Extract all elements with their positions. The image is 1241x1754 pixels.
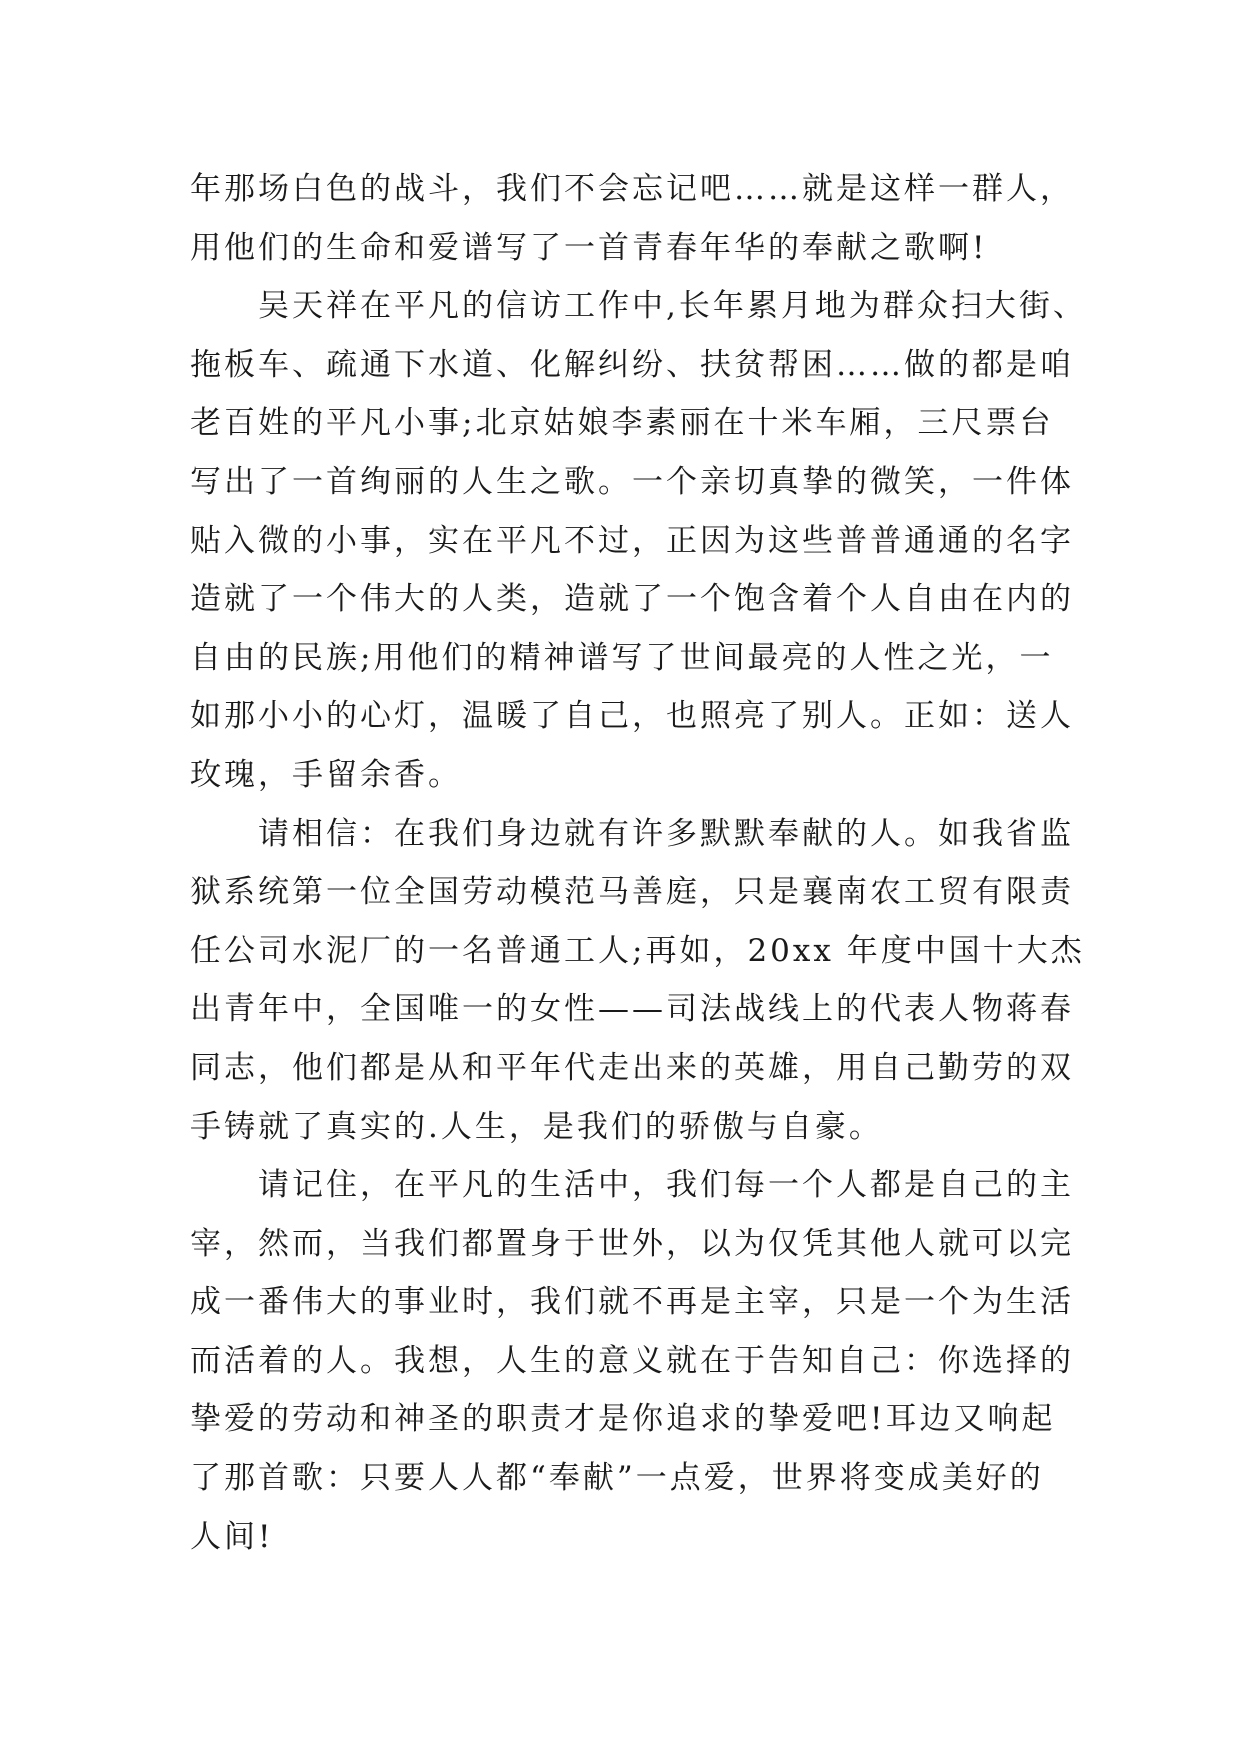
text-line: 请记住，在平凡的生活中，我们每一个人都是自己的主	[190, 1167, 1074, 1204]
text-line: 造就了一个伟大的人类，造就了一个饱含着个人自由在内的	[190, 581, 1074, 618]
text-line: 了那首歌：只要人人都“奉献”一点爱，世界将变成美好的	[190, 1460, 1044, 1497]
text-line: 而活着的人。我想，人生的意义就在于告知自己：你选择的	[190, 1342, 1074, 1379]
text-line: 手铸就了真实的.人生，是我们的骄傲与自豪。	[190, 1108, 883, 1145]
text-line: 人间!	[190, 1518, 274, 1555]
text-line: 老百姓的平凡小事;北京姑娘李素丽在十米车厢，三尺票台	[190, 405, 1054, 442]
text-line: 写出了一首绚丽的人生之歌。一个亲切真挚的微笑，一件体	[190, 463, 1074, 500]
text-line: 吴天祥在平凡的信访工作中,长年累月地为群众扫大街、	[190, 288, 1087, 325]
text-line: 同志，他们都是从和平年代走出来的英雄，用自己勤劳的双	[190, 1049, 1074, 1086]
text-line: 任公司水泥厂的一名普通工人;再如，20xx 年度中国十大杰	[190, 932, 1085, 969]
text-line: 成一番伟大的事业时，我们就不再是主宰，只是一个为生活	[190, 1284, 1074, 1321]
text-line: 狱系统第一位全国劳动模范马善庭，只是襄南农工贸有限责	[190, 874, 1074, 911]
text-line: 出青年中，全国唯一的女性——司法战线上的代表人物蒋春	[190, 991, 1074, 1028]
text-line: 玫瑰，手留余香。	[190, 756, 462, 793]
text-line: 年那场白色的战斗，我们不会忘记吧……就是这样一群人，	[190, 171, 1074, 207]
text-line: 请相信：在我们身边就有许多默默奉献的人。如我省监	[190, 815, 1074, 852]
text-line: 自由的民族;用他们的精神谱写了世间最亮的人性之光，一	[190, 639, 1054, 676]
text-line: 挚爱的劳动和神圣的职责才是你追求的挚爱吧!耳边又响起	[190, 1401, 1056, 1438]
document-body	[190, 160, 1090, 1566]
text-line: 用他们的生命和爱谱写了一首青春年华的奉献之歌啊!	[190, 229, 988, 266]
text-line: 拖板车、疏通下水道、化解纠纷、扶贫帮困……做的都是咱	[190, 346, 1074, 383]
text-line: 贴入微的小事，实在平凡不过，正因为这些普普通通的名字	[190, 522, 1074, 559]
text-line: 宰，然而，当我们都置身于世外，以为仅凭其他人就可以完	[190, 1225, 1074, 1262]
text-line: 如那小小的心灯，温暖了自己，也照亮了别人。正如：送人	[190, 698, 1074, 735]
